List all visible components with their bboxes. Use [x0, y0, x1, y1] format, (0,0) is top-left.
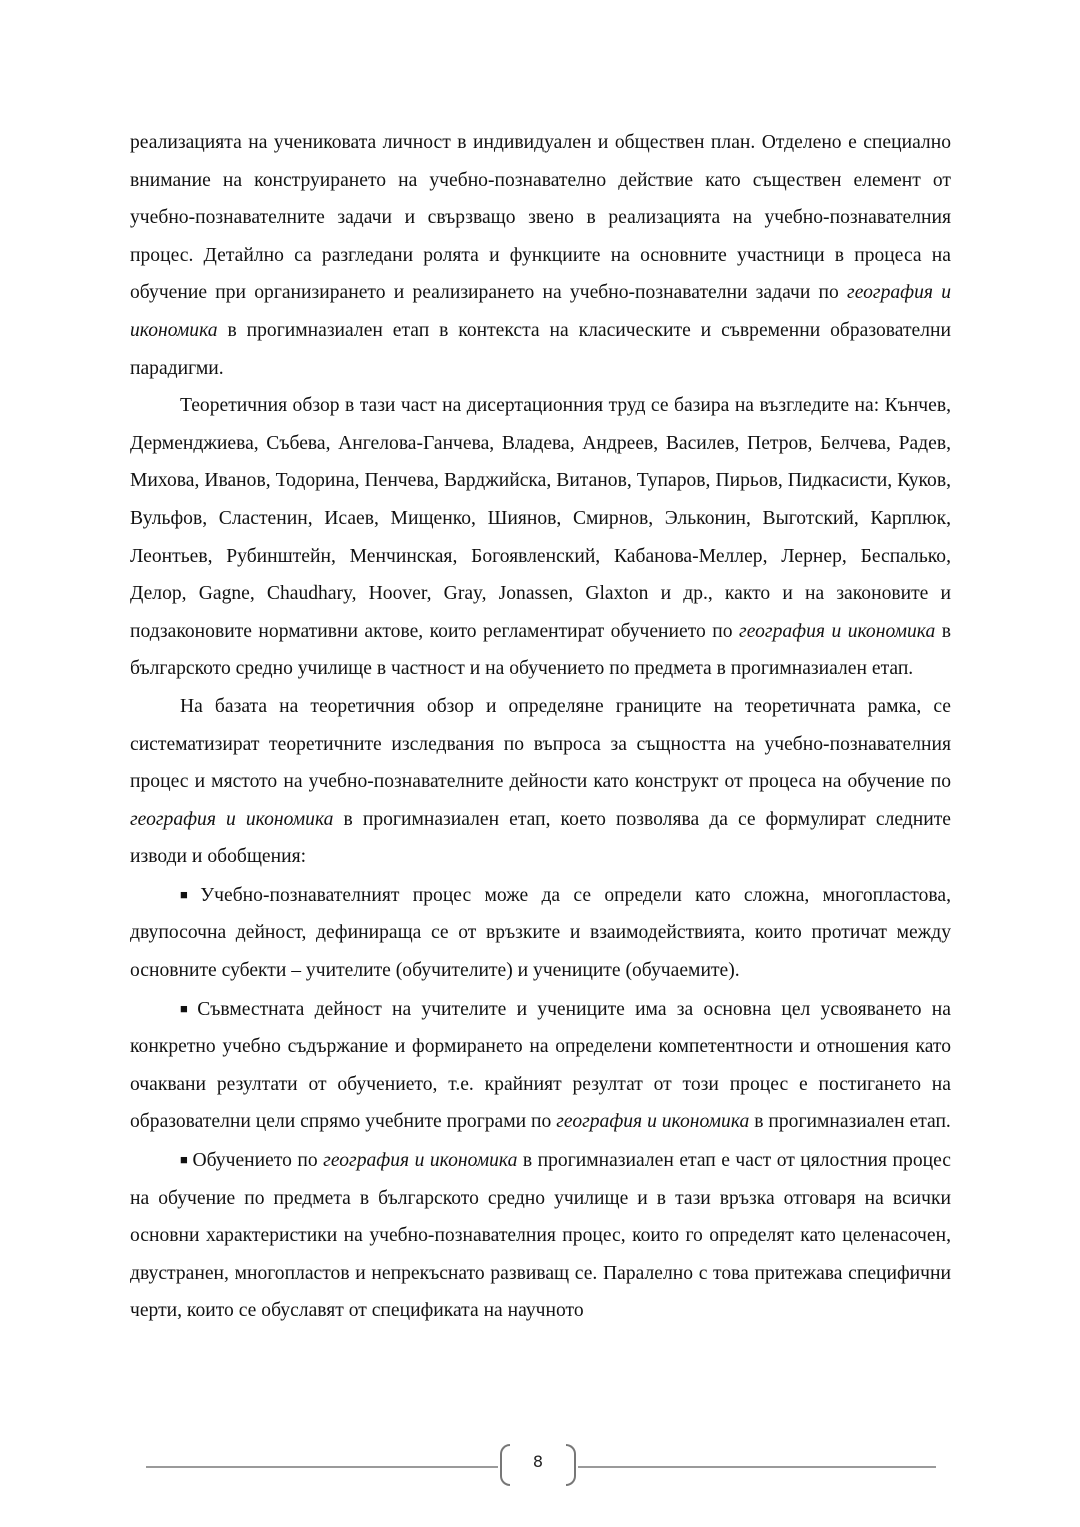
right-brace-icon: [566, 1444, 576, 1486]
text-run: реализацията на учениковата личност в индивидуален и обществен план. Отделено е специално внимание на конструирането на учебно-познавателно действие като съществен елемент от учебно-познавателните задачи и свързващо звено в реализацията на учебно-познавателния процес. Детайлно са разгледани ролята и функциите на основните участници в процеса на обучение при организирането и реализирането на учебно-познавателни задачи по: [130, 132, 951, 304]
italic-term: география и икономика: [323, 1150, 518, 1172]
left-brace-icon: [500, 1444, 510, 1486]
italic-term: география и икономика: [556, 1111, 750, 1133]
text-run: в прогимназиален етап в контекста на класическите и съвременни образователни парадигми.: [130, 319, 951, 379]
text-run: в прогимназиален етап, което позволява да се формулират следните изводи и обобщения:: [130, 808, 952, 868]
text-run: Теоретичния обзор в тази част на дисертационния труд се базира на възгледите на: Кънчев, Дерменджиева, Събева, Ангелова-Ганчева, Владева, Андреев, Василев, Петров, Белчева, Радев, Михова, Иванов, Тодорина, Пенчева, Варджийска, Витанов, Тупаров, Пирьов, Пидкасисти, Куков, Вульфов, Сластенин, Исаев, Мищенко, Шиянов, Смирнов, Эльконин, Выготский, Карплюк, Леонтьев, Рубинштейн, Менчинская, Богоявленский, Кабанова-Меллер, Лернер, Беспалько, Делор, Gagne, Chaudhary, Hoover, Gray, Jonassen, Glaxton и др., както и на законовите и подзаконовите нормативни актове, които регламентират обучението по: [130, 395, 951, 642]
bullet-square-icon: ■: [180, 1000, 194, 1016]
paragraph-3: [130, 688, 951, 876]
footer-rule-right: [578, 1466, 936, 1468]
bullet-square-icon: ■: [180, 1152, 189, 1168]
page-body: [130, 124, 951, 1330]
bullet-item-2: [130, 990, 951, 1141]
text-run: в прогимназиален етап.: [749, 1111, 951, 1133]
page-number: 8: [532, 1452, 544, 1471]
text-run: в прогимназиален етап е част от цялостния процес на обучение по предмета в българското средно училище и в тази връзка отговаря на всички основни характеристики на учебно-познавателния процес, които го определят като целенасочен, двустранен, многопластов и непрекъснато развиващ се. Паралелно с това притежава специфични черти, които се обуславят от спецификата на научното: [130, 1150, 951, 1322]
bullet-item-3: [130, 1141, 951, 1330]
text-run: Съвместната дейност на учителите и учениците има за основна цел усвояването на конкретно учебно съдържание и формирането на определени компетентности и отношения като очаквани резултати от обучението, т.е. крайният резултат от този процес е постигането на образователни цели спрямо учебните програми по: [130, 998, 951, 1133]
bullet-square-icon: ■: [180, 886, 197, 902]
italic-term: география и икономика: [130, 282, 951, 341]
text-run: Учебно-познавателният процес може да се определи като сложна, многопластова, двупосочна дейност, дефинираща се от връзките и взаимодействията, които протичат между основните субекти – учителите (обучителите) и учениците (обучаемите).: [130, 884, 951, 982]
paragraph-1: [130, 124, 951, 387]
italic-term: география и икономика: [130, 808, 334, 830]
page-footer: [146, 1444, 936, 1488]
text-run: На базата на теоретичния обзор и определяне границите на теоретичната рамка, се систематизират теоретичните изследвания по въпроса за същността на учебно-познавателния процес и мястото на учебно-познавателните дейности като конструкт от процеса на обучение по: [130, 695, 951, 793]
footer-rule-left: [146, 1466, 498, 1468]
italic-term: география и икономика: [739, 620, 936, 642]
bullet-item-1: [130, 876, 951, 990]
text-run: Обучението по: [192, 1150, 324, 1172]
text-run: в българското средно училище в частност и на обучението по предмета в прогимназиален етап.: [130, 620, 951, 680]
paragraph-2: [130, 387, 951, 688]
